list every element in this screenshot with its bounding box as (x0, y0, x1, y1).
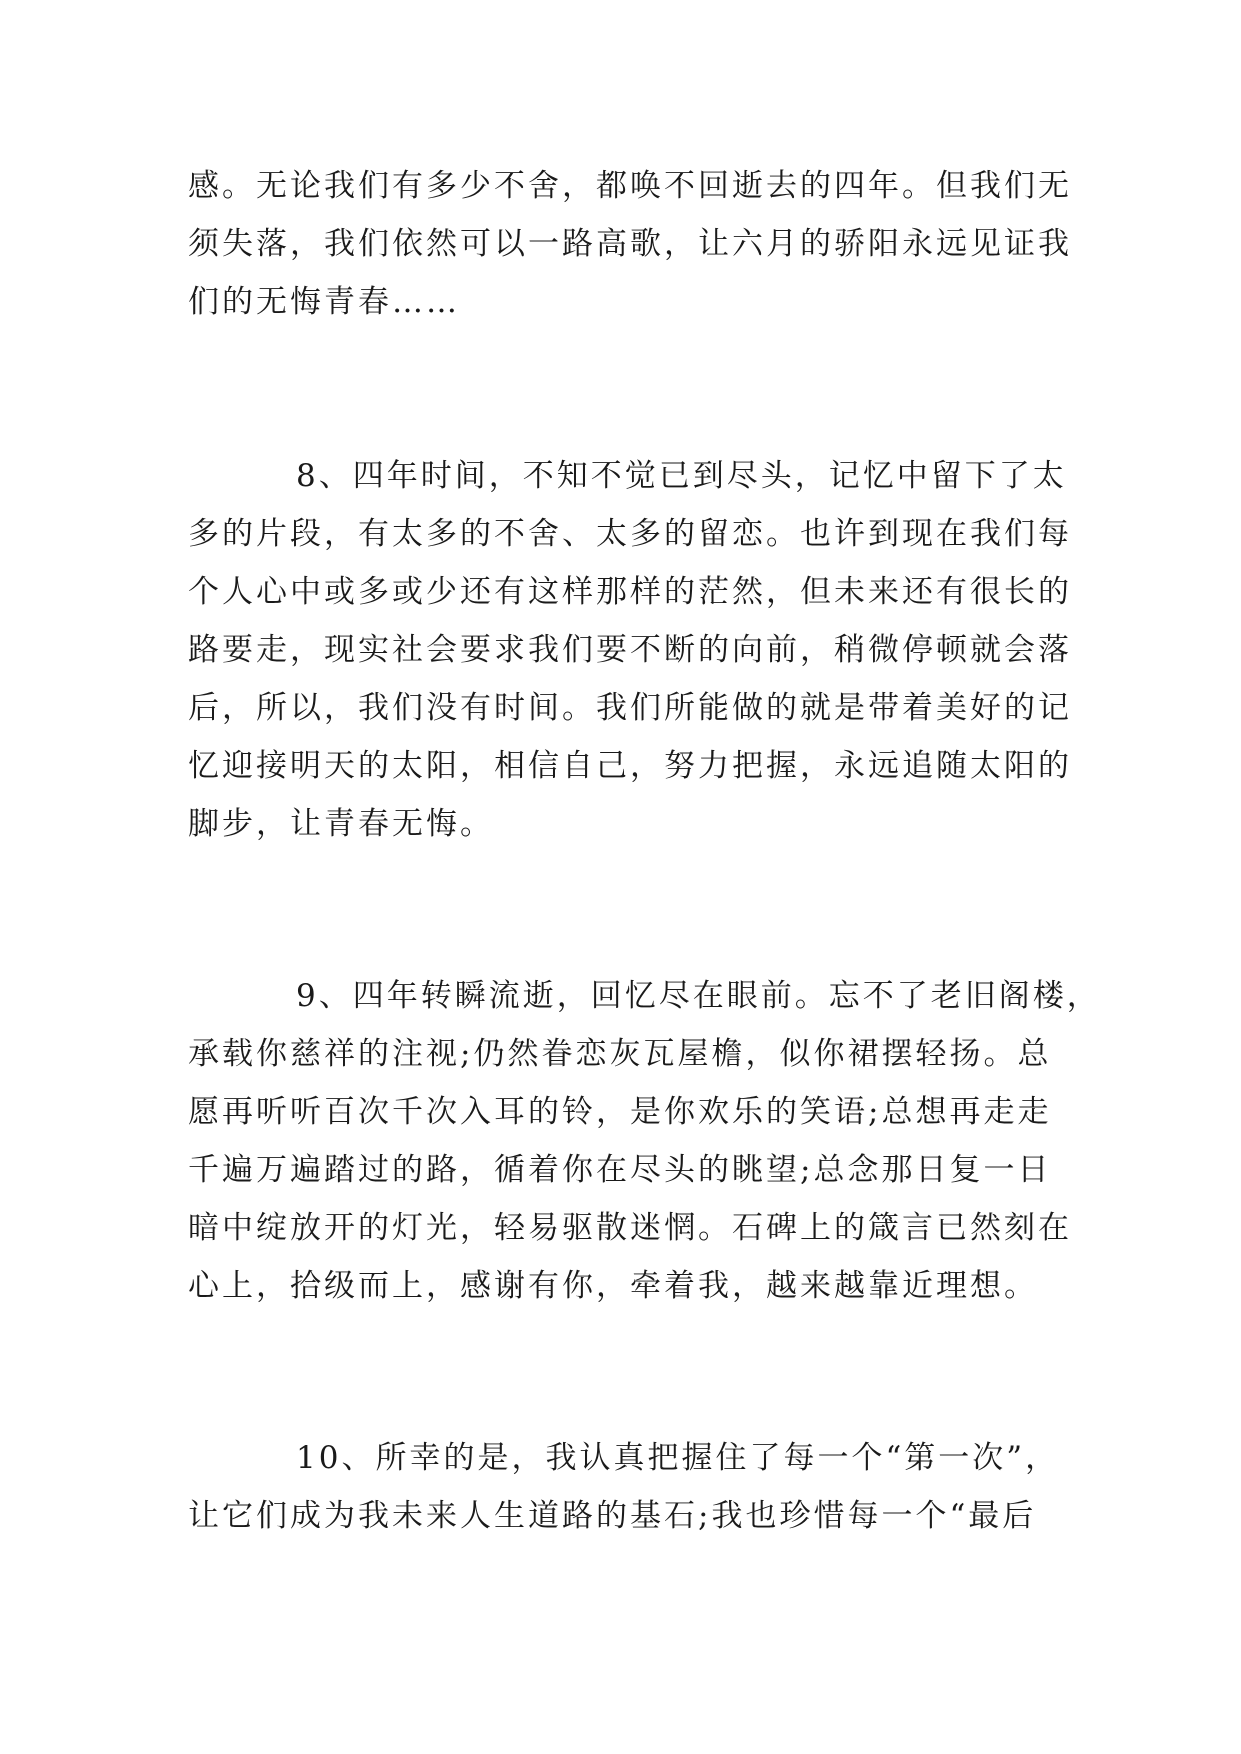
text-line: 忆迎接明天的太阳，相信自己，努力把握，永远追随太阳的 (188, 748, 1072, 784)
text-line: 8、四年时间，不知不觉已到尽头，记忆中留下了太 (296, 458, 1067, 494)
text-line: 后，所以，我们没有时间。我们所能做的就是带着美好的记 (188, 690, 1072, 726)
text-line: 10、所幸的是，我认真把握住了每一个“第一次”， (296, 1440, 1060, 1476)
paragraph-8 (188, 447, 1072, 853)
text-line: 脚步，让青春无悔。 (188, 806, 494, 842)
text-line: 让它们成为我未来人生道路的基石;我也珍惜每一个“最后 (188, 1498, 1037, 1534)
text-line: 多的片段，有太多的不舍、太多的留恋。也许到现在我们每 (188, 516, 1072, 552)
text-line: 个人心中或多或少还有这样那样的茫然，但未来还有很长的 (188, 574, 1072, 610)
text-line: 千遍万遍踏过的路，循着你在尽头的眺望;总念那日复一日 (188, 1152, 1052, 1188)
text-line: 心上，拾级而上，感谢有你，牵着我，越来越靠近理想。 (188, 1268, 1038, 1304)
text-line: 感。无论我们有多少不舍，都唤不回逝去的四年。但我们无 (188, 168, 1072, 204)
paragraph-10 (188, 1429, 1058, 1545)
text-line: 路要走，现实社会要求我们要不断的向前，稍微停顿就会落 (188, 632, 1072, 668)
text-line: 承载你慈祥的注视;仍然眷恋灰瓦屋檐，似你裙摆轻扬。总 (188, 1036, 1052, 1072)
text-line: 们的无悔青春…… (188, 284, 460, 320)
text-line: 须失落，我们依然可以一路高歌，让六月的骄阳永远见证我 (188, 226, 1072, 262)
text-line: 9、四年转瞬流逝，回忆尽在眼前。忘不了老旧阁楼， (296, 978, 1101, 1014)
paragraph-9 (188, 967, 1101, 1315)
paragraph-continuation (188, 157, 1072, 331)
text-line: 愿再听听百次千次入耳的铃，是你欢乐的笑语;总想再走走 (188, 1094, 1052, 1130)
text-line: 暗中绽放开的灯光，轻易驱散迷惘。石碑上的箴言已然刻在 (188, 1210, 1072, 1246)
